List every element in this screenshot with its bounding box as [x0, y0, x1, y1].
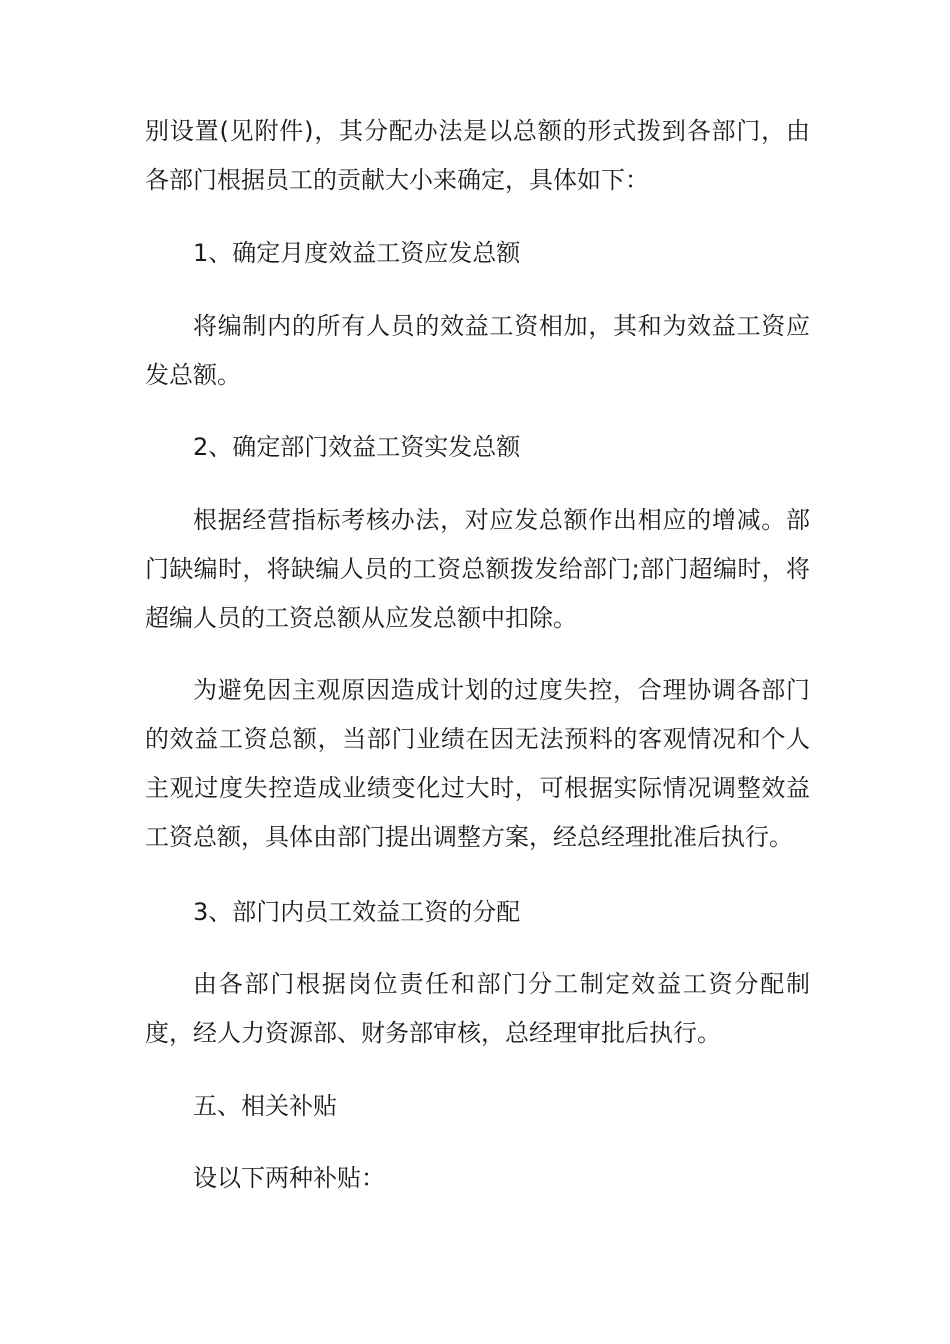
- paragraph-subsidy-types: 设以下两种补贴：: [193, 1164, 385, 1192]
- paragraph-bonus-total-definition: 将编制内的所有人员的效益工资相加，其和为效益工资应发总额。: [145, 312, 810, 389]
- paragraph-allocation-method: 别设置(见附件)，其分配办法是以总额的形式拨到各部门，由各部门根据员工的贡献大小来确定，具体如下：: [145, 117, 810, 194]
- heading-monthly-bonus-total: 1、确定月度效益工资应发总额: [193, 239, 521, 267]
- paragraph-adjustment-exception: 为避免因主观原因造成计划的过度失控，合理协调各部门的效益工资总额，当部门业绩在因无法预料的客观情况和个人主观过度失控造成业绩变化过大时，可根据实际情况调整效益工资总额，具体由部门提出调整方案，经总经理批准后执行。: [145, 676, 810, 851]
- paragraph-distribution-rules: 由各部门根据岗位责任和部门分工制定效益工资分配制度，经人力资源部、财务部审核，总经理审批后执行。: [145, 970, 810, 1047]
- heading-related-subsidies: 五、相关补贴: [193, 1092, 337, 1120]
- heading-employee-distribution: 3、部门内员工效益工资的分配: [193, 898, 521, 926]
- heading-department-bonus-total: 2、确定部门效益工资实发总额: [193, 433, 521, 461]
- paragraph-department-adjustment: 根据经营指标考核办法，对应发总额作出相应的增减。部门缺编时，将缺编人员的工资总额拨发给部门;部门超编时，将超编人员的工资总额从应发总额中扣除。: [145, 506, 810, 632]
